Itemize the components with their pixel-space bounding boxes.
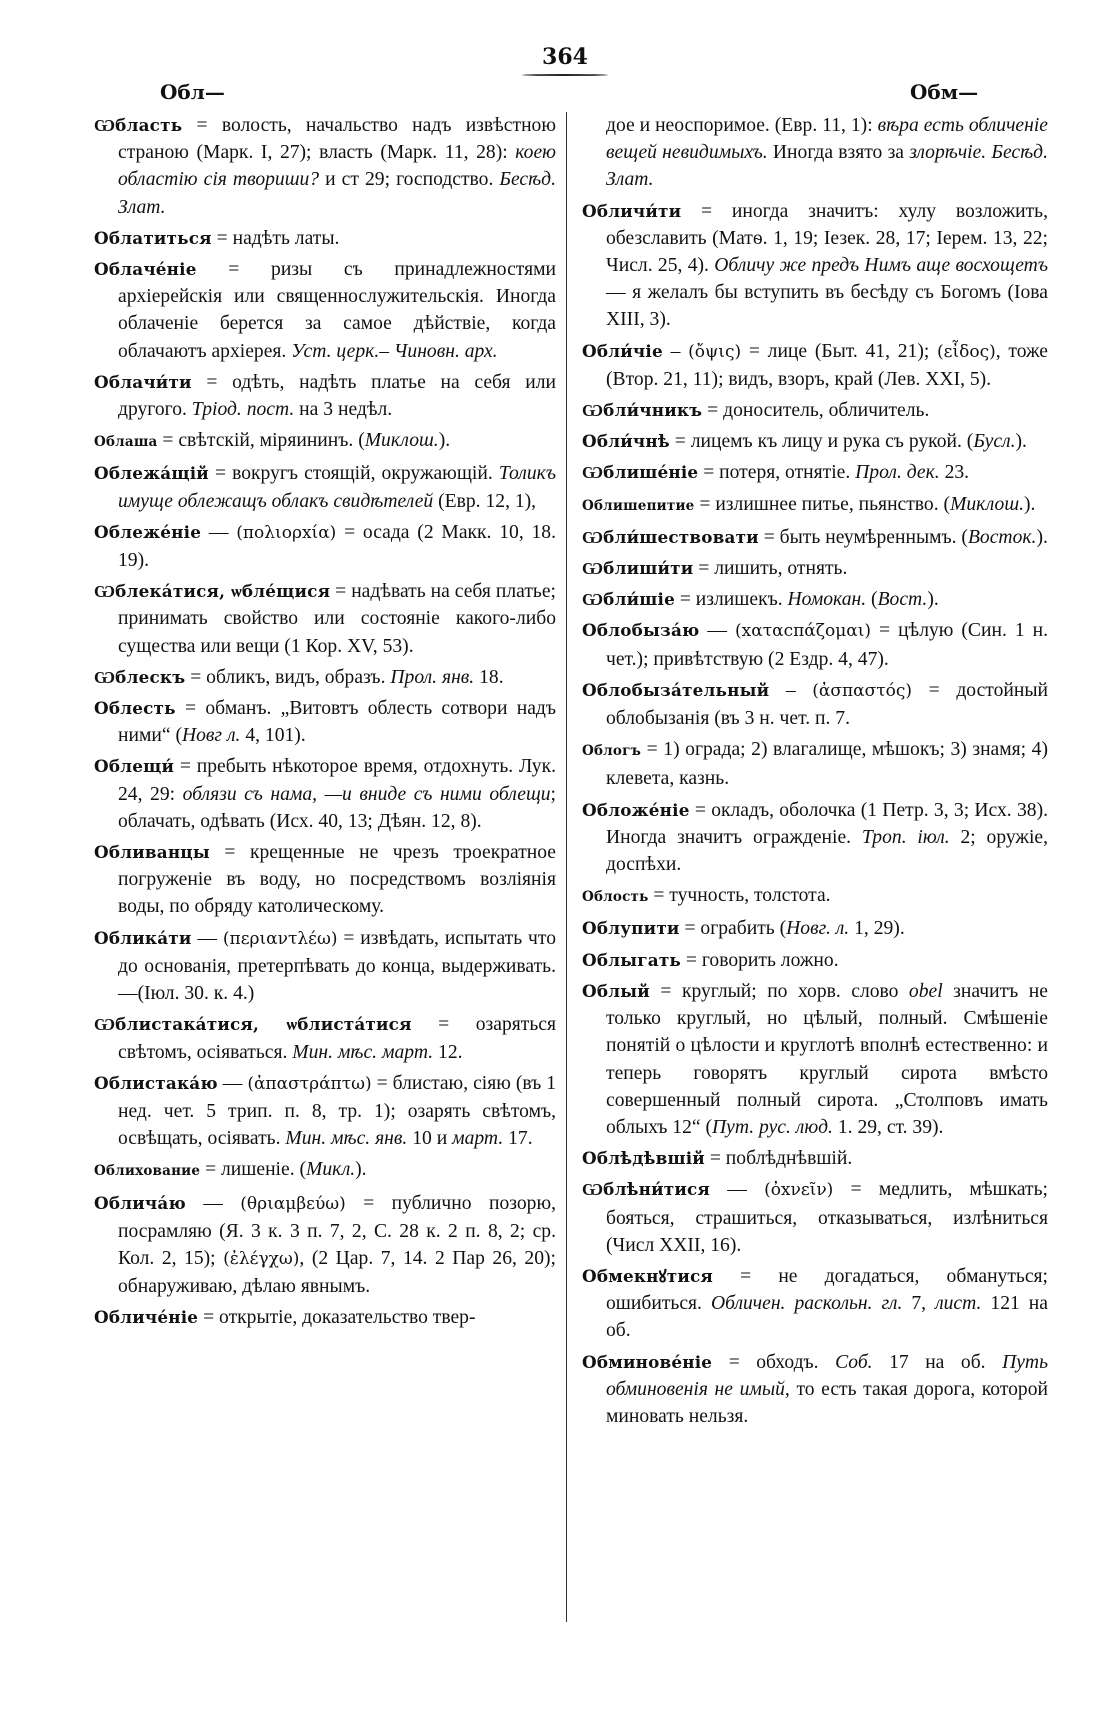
headword: Облогъ — [582, 743, 642, 760]
definition-text: = иногда значитъ: хулу возложить, обезславить (Матѳ. 1, 19; Іезек. 28, 17; Іерем. 13, 22; Числ. 25, 4). — [606, 200, 1048, 277]
definition-text: = пребыть нѣкоторое время, отдохнуть. Лук. 24, 29: — [118, 756, 556, 805]
dictionary-entry — [582, 1349, 1048, 1431]
definition-text: = быть неумѣреннымъ. ( — [758, 526, 968, 548]
italic-text: Уст. церк.– Чиновн. арх. — [291, 340, 498, 362]
definition-text: = обходъ. — [712, 1351, 836, 1373]
headword: Обмекнꙋтися — [582, 1265, 713, 1286]
italic-text: Новг. л. — [786, 918, 850, 940]
column-right — [582, 112, 1048, 1434]
dictionary-entry — [94, 839, 556, 921]
definition-text: = публично позорю, посрамляю (Я. 3 к. 3 п. 7, 2, С. 28 к. 2 п. 8, 2; ср. Кол. 2, 15); — [118, 1192, 556, 1269]
definition-text: , тоже (Втор. 21, 11); видъ, взоръ, край (Лев. XXI, 5). — [606, 340, 1049, 390]
definition-text: = не догадаться, обмануться; ошибиться. — [606, 1265, 1048, 1315]
dictionary-entry — [582, 978, 1048, 1141]
italic-text: Бесѣд. Злат. — [118, 169, 556, 218]
headword: Облобыза́ю — [582, 620, 700, 641]
definition-text: = одѣть, надѣть платье на себя или другого. — [118, 371, 556, 421]
headword: Ѡбласть — [94, 115, 183, 135]
headword: Облежа́щій — [94, 463, 209, 484]
dictionary-entry — [94, 753, 556, 835]
definition-text: 2; оружіе, доспѣхи. — [606, 826, 1048, 876]
definition-text: = излишнее питье, пьянство. ( — [694, 493, 951, 515]
dictionary-entry — [582, 1145, 1048, 1172]
italic-text: Новг л. — [181, 725, 241, 747]
definition-text: = лицемъ къ лицу и рука съ рукой. ( — [669, 431, 974, 453]
greek-text: (θριαμβεύω) — [240, 1193, 346, 1214]
headword: Обминове́ніе — [582, 1351, 713, 1372]
definition-text: = свѣтскій, міряининъ. ( — [157, 430, 365, 452]
definition-text: = лишеніе. ( — [200, 1159, 307, 1181]
definition-text: = блистаю, сіяю (въ 1 нед. чет. 5 трип. п. 8, тр. 1); озарять свѣтомъ, освѣщать, осіявать. — [118, 1072, 557, 1150]
headword: Обличи́ти — [582, 200, 682, 221]
greek-text: (ἀσπαστός) — [812, 680, 913, 701]
headword: Облупити — [582, 918, 680, 939]
italic-text: коею областію сія твориши? — [118, 142, 556, 191]
definition-text: 17 на об. — [872, 1351, 1003, 1373]
italic-text: Обличен. раскольн. гл. — [710, 1293, 903, 1315]
definition-text: = ограбить ( — [679, 918, 787, 940]
headword: Облый — [582, 980, 650, 1001]
headword: Ѡбли́шествовати — [582, 526, 759, 547]
italic-text: Толикъ имуще облежащъ облакъ свидѣтелей — [118, 463, 556, 512]
italic-text: облязи съ нама, —и вниде съ ними облещи — [182, 783, 551, 805]
dictionary-entry — [582, 736, 1048, 792]
headword: Обличáю — [94, 1192, 186, 1213]
definition-text: = ризы съ принадлежностями архіерейскія или священнослужительскія. Иногда облаченіе берется за самое дѣйствіе, когда облачаютъ архіерея. — [118, 259, 556, 362]
dictionary-entry — [94, 1190, 556, 1301]
italic-text: Путь обминовенія не имый, — [606, 1351, 1048, 1400]
italic-text: Мин. мѣс. март. — [292, 1041, 434, 1063]
dictionary-entry — [94, 1156, 556, 1185]
headword: Облобыза́тельный — [582, 679, 770, 700]
dictionary-entry — [582, 459, 1048, 486]
dictionary-entry — [94, 925, 556, 1008]
definition-text: = осада (2 Макк. 10, 18. 19). — [118, 521, 556, 572]
headword: Ѡблиши́ти — [582, 558, 694, 579]
dictionary-entry — [582, 524, 1048, 551]
headword: Обли́чіе — [582, 340, 663, 361]
headword: Облаша — [94, 434, 158, 451]
italic-text: Миклош. — [950, 493, 1025, 515]
definition-text: = поблѣднѣвшій. — [704, 1148, 853, 1170]
headword: Облишепитие — [582, 497, 695, 514]
definition-text: = озаряться свѣтомъ, осіяваться. — [118, 1014, 556, 1063]
headword: Обличе́ніе — [94, 1307, 199, 1328]
headword: Обложе́ніе — [582, 799, 690, 820]
dictionary-entry — [582, 428, 1048, 455]
headword: Облыгать — [582, 949, 682, 970]
italic-text: Обличу же предъ Нимъ аще восхощетъ — [714, 255, 1048, 277]
headword: Обли́чнѣ — [582, 431, 670, 452]
page-number: 364 — [542, 44, 588, 70]
definition-text: — — [201, 521, 237, 543]
italic-text: Номокан. — [787, 589, 867, 611]
greek-text: (ὄψις) — [688, 341, 742, 362]
headword: Облистака́ю — [94, 1072, 218, 1093]
headword: Облещи́ — [94, 756, 175, 777]
headword: Облачи́ти — [94, 371, 192, 392]
definition-text: = излишекъ. — [674, 589, 788, 611]
dictionary-entry — [94, 695, 556, 749]
italic-text: Троп. іюл. — [861, 826, 950, 848]
headword: Ѡблѣни́тися — [582, 1179, 710, 1200]
dictionary-entry — [94, 369, 556, 423]
definition-text: — я желалъ бы вступить въ бесѣду съ Богомъ (Іова XIII, 3). — [606, 282, 1048, 331]
dictionary-entry — [582, 882, 1048, 911]
definition-text: = медлить, мѣшкать; бояться, страшиться, отказываться, излѣниться (Числ XXII, 16). — [606, 1179, 1048, 1256]
definition-text: ). — [1036, 526, 1048, 548]
definition-text: = окладъ, оболочка (1 Петр. 3, 3; Исх. 38). Иногда значитъ огражденіе. — [606, 799, 1048, 848]
dictionary-entry — [94, 112, 556, 221]
definition-text: = цѣлую (Син. 1 н. чет.); привѣтствую (2 Ездр. 4, 47). — [606, 620, 1048, 670]
definition-text: = извѣдать, испытать что до основанія, претерпѣвать до конца, выдерживать. —(Іюл. 30. к. 4.) — [118, 927, 556, 1005]
definition-text: значитъ не только круглый, но цѣлый, полный. Смѣшеніе понятій о цѣлости и круглотѣ вполнѣ естественно: и теперь говорятъ круглый сирота вмѣсто совершенный полный сирота. „Столповъ имать облыхъ 12“ ( — [606, 980, 1048, 1138]
definition-text: ). — [1015, 431, 1027, 453]
definition-text: = 1) ограда; 2) влагалище, мѣшокъ; 3) знамя; 4) клевета, казнь. — [606, 739, 1048, 790]
definition-text: 10 и — [407, 1128, 453, 1150]
greek-text: (xαταcπάζομαι) — [735, 621, 872, 642]
italic-text: Пут. рус. люд. — [712, 1116, 833, 1138]
definition-text: Иногда взято за — [767, 142, 910, 164]
definition-text: — — [191, 927, 223, 949]
definition-text: = круглый; по хорв. слово — [649, 980, 909, 1002]
definition-text: ). — [1024, 493, 1036, 515]
dictionary-entry — [582, 1176, 1048, 1259]
entry-continuation — [582, 112, 1048, 194]
definition-text: ( — [866, 589, 878, 611]
column-left — [94, 112, 556, 1336]
guide-word-right: Обм— — [910, 80, 979, 104]
italic-text: лист. — [935, 1293, 982, 1315]
headword: Ѡбли́чникъ — [582, 400, 703, 421]
definition-text: = лишить, отнять. — [693, 558, 848, 580]
definition-text: ; облачать, одѣвать (Исх. 40, 13; Дѣян. 12, 8). — [118, 783, 556, 832]
definition-text: 7, — [902, 1293, 936, 1315]
page-number-underline — [522, 74, 608, 76]
definition-text: — — [185, 1192, 241, 1214]
dictionary-entry — [582, 677, 1048, 732]
definition-text: 23. — [939, 462, 970, 484]
italic-text: Соб. — [835, 1351, 873, 1373]
greek-text: (πολιορxία) — [236, 522, 337, 543]
definition-text: = вокругъ стоящій, окружающій. — [208, 463, 499, 485]
dictionary-entry — [94, 1070, 556, 1153]
dictionary-entry — [94, 1304, 556, 1331]
guide-word-left: Обл— — [160, 80, 225, 104]
definition-text: = лице (Быт. 41, 21); — [741, 340, 938, 362]
dictionary-entry — [582, 397, 1048, 424]
definition-text: 12. — [433, 1041, 463, 1063]
headword: Облаче́ніе — [94, 259, 197, 280]
definition-text: 18. — [474, 666, 504, 688]
definition-text: ). — [438, 430, 451, 452]
dictionary-entry — [94, 578, 556, 660]
definition-text: ). — [927, 589, 939, 611]
definition-text: = надѣть латы. — [211, 227, 340, 249]
dictionary-entry — [582, 338, 1048, 393]
definition-text: = потеря, отнятіе. — [698, 462, 856, 484]
dictionary-entry — [582, 947, 1048, 974]
definition-text: = достойный облобызанія (въ 3 н. чет. п. 7. — [606, 679, 1048, 730]
headword: Облатиться — [94, 227, 212, 248]
definition-text: (Евр. 12, 1), — [433, 490, 537, 512]
definition-text: — — [217, 1072, 248, 1094]
definition-text: на 3 недѣл. — [294, 399, 393, 421]
definition-text: = говорить ложно. — [681, 949, 839, 971]
dictionary-entry — [94, 1011, 556, 1065]
definition-text: ). — [355, 1159, 367, 1181]
greek-text: (ὀxνεῖν) — [764, 1180, 834, 1201]
headword: Ѡблистака́тися, ѡблиста́тися — [94, 1014, 412, 1035]
dictionary-entry — [94, 256, 556, 365]
dictionary-entry — [582, 491, 1048, 520]
headword: Облесть — [94, 698, 176, 719]
definition-text: = тучность, толстота. — [648, 885, 831, 907]
definition-text: 1. 29, ст. 39). — [832, 1116, 944, 1138]
headword: Облѣдѣвшій — [582, 1148, 705, 1169]
dictionary-entry — [582, 915, 1048, 942]
dictionary-entry — [582, 555, 1048, 582]
definition-text: — — [699, 620, 736, 642]
headword: Ѡблескъ — [94, 666, 186, 687]
definition-text: = обманъ. „Витовтъ облесть сотвори надъ ними“ ( — [118, 698, 556, 747]
definition-text: – — [769, 679, 813, 701]
italic-text: Миклош. — [364, 430, 439, 452]
column-divider — [566, 112, 567, 1622]
definition-text: = обликъ, видъ, образъ. — [185, 666, 391, 688]
headword: Обливанцы — [94, 842, 210, 863]
dictionary-entry — [94, 225, 556, 252]
definition-text: = открытіе, доказательство твер- — [198, 1307, 476, 1329]
italic-text: Мин. мѣс. янв. — [285, 1128, 408, 1150]
definition-text: то есть такая дорога, которой миновать нельзя. — [606, 1378, 1049, 1427]
headword: Облика́ти — [94, 927, 192, 948]
definition-text: 1, 29). — [849, 918, 905, 940]
definition-text: = волость, начальство надъ извѣстною страною (Марк. I, 27); власть (Марк. 11, 28): — [118, 115, 556, 164]
italic-text: Прол. янв. — [390, 666, 475, 688]
headword: Облеже́ніе — [94, 521, 202, 542]
headword: Облиховaние — [94, 1163, 201, 1180]
italic-text: Микл. — [306, 1159, 356, 1181]
definition-text: , (2 Цар. 7, 14. 2 Пар 26, 20); обнаруживаю, дѣлаю явнымъ. — [118, 1247, 556, 1298]
definition-text: = крещенные не чрезъ троекратное погруженіе въ воду, но посредствомъ возліянія воды, по обряду католическому. — [118, 842, 556, 918]
definition-text: и ст 29; господство. — [319, 169, 500, 191]
italic-text: Вост. — [877, 589, 928, 611]
dictionary-entry — [582, 198, 1048, 334]
definition-text: 4, 101). — [240, 725, 306, 747]
italic-text: март. — [452, 1128, 504, 1150]
headword: Облость — [582, 889, 649, 906]
headword: Ѡблека́тися, ѡбле́щися — [94, 581, 331, 602]
italic-text: obel — [908, 980, 943, 1002]
greek-text: (περιαντλέω) — [222, 928, 338, 949]
definition-text: 17. — [503, 1128, 533, 1150]
italic-text: Прол. дек. — [855, 462, 940, 484]
italic-text: Бусл. — [973, 431, 1016, 453]
headword: Ѡбли́шіе — [582, 589, 675, 610]
definition-text: дое и неоспоримое. (Евр. 11, 1): — [606, 115, 878, 136]
dictionary-entry — [94, 519, 556, 574]
definition-text: — — [710, 1179, 765, 1201]
definition-text: = доноситель, обличитель. — [702, 400, 930, 422]
italic-text: Восток. — [967, 526, 1037, 548]
greek-text: (ἀπαστράπτω) — [247, 1073, 372, 1094]
italic-text: Тріод. пост. — [191, 399, 295, 421]
definition-text: – — [662, 340, 689, 362]
definition-text: = надѣвать на себя платье; принимать свойство или состояніе какого-либо существа или вещи (1 Кор. XV, 53). — [118, 581, 556, 657]
dictionary-entry — [582, 1263, 1048, 1345]
dictionary-entry — [94, 664, 556, 691]
greek-text: (εἶδος) — [937, 341, 996, 362]
dictionary-entry — [94, 427, 556, 456]
italic-text: вѣра есть обличеніе вещей невидимыхъ. — [606, 115, 1048, 164]
dictionary-entry — [582, 586, 1048, 613]
dictionary-entry — [582, 797, 1048, 879]
definition-text: 121 на об. — [606, 1293, 1048, 1342]
greek-text: (ἐλέγχω) — [223, 1248, 300, 1269]
dictionary-entry — [582, 617, 1048, 672]
dictionary-entry — [94, 460, 556, 514]
headword: Ѡблише́ніе — [582, 462, 699, 483]
italic-text: злорѣчіе. Бесѣд. Злат. — [606, 142, 1048, 191]
